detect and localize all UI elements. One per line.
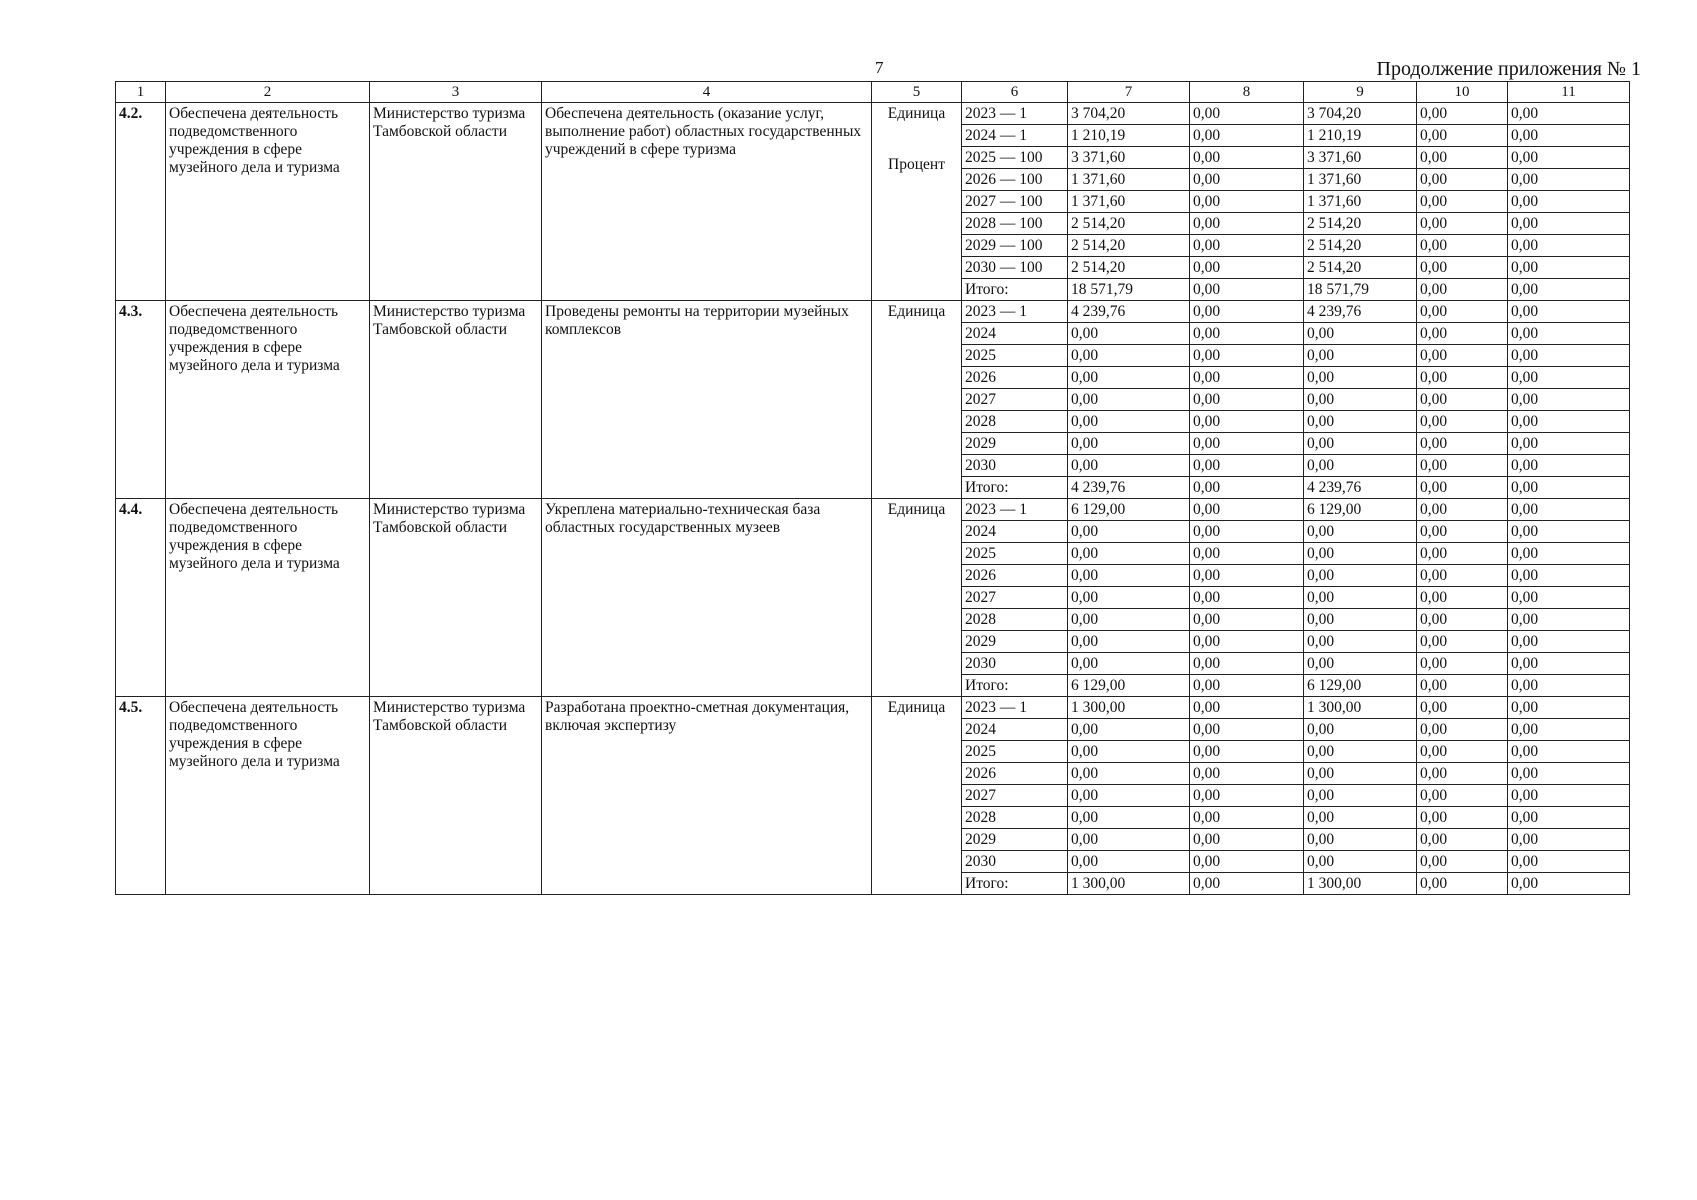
page-number: 7 [875, 58, 884, 77]
amount-cell: 0,00 [1508, 697, 1630, 719]
amount-cell: 6 129,00 [1068, 499, 1190, 521]
amount-cell: 0,00 [1417, 785, 1508, 807]
appendix-continuation-note: Продолжение приложения № 1 [1376, 58, 1641, 80]
amount-cell: 4 239,76 [1304, 301, 1417, 323]
amount-cell: 4 239,76 [1304, 477, 1417, 499]
year-target-cell: 2024 [962, 719, 1068, 741]
responsible-ministry: Министерство туризма Тамбовской области [370, 499, 542, 697]
unit-of-measure [872, 301, 962, 499]
year-target-cell: 2029 [962, 631, 1068, 653]
amount-cell: 1 300,00 [1068, 873, 1190, 895]
amount-cell: 0,00 [1304, 631, 1417, 653]
amount-cell: 0,00 [1508, 829, 1630, 851]
responsible-ministry: Министерство туризма Тамбовской области [370, 103, 542, 301]
column-header-1: 1 [116, 82, 166, 103]
amount-cell: 0,00 [1190, 807, 1304, 829]
amount-cell: 0,00 [1417, 719, 1508, 741]
amount-cell: 0,00 [1417, 741, 1508, 763]
unit-of-measure [872, 697, 962, 895]
amount-cell: 1 371,60 [1304, 191, 1417, 213]
amount-cell: 1 300,00 [1068, 697, 1190, 719]
year-target-cell: 2026 [962, 565, 1068, 587]
year-target-cell: 2025 [962, 543, 1068, 565]
year-target-cell: 2028 [962, 807, 1068, 829]
year-target-cell: 2030 [962, 455, 1068, 477]
amount-cell: 0,00 [1190, 411, 1304, 433]
year-target-cell: 2027 [962, 587, 1068, 609]
amount-cell: 1 371,60 [1304, 169, 1417, 191]
amount-cell: 0,00 [1417, 389, 1508, 411]
amount-cell: 0,00 [1508, 279, 1630, 301]
year-target-cell: 2029 [962, 433, 1068, 455]
amount-cell: 0,00 [1190, 785, 1304, 807]
amount-cell: 0,00 [1190, 653, 1304, 675]
amount-cell: 0,00 [1304, 323, 1417, 345]
year-target-cell: 2026 [962, 763, 1068, 785]
amount-cell: 0,00 [1304, 653, 1417, 675]
table-row [116, 103, 1630, 125]
year-target-cell: 2027 — 100 [962, 191, 1068, 213]
amount-cell: 0,00 [1304, 741, 1417, 763]
amount-cell: 0,00 [1068, 653, 1190, 675]
amount-cell: 0,00 [1068, 455, 1190, 477]
year-target-cell: 2029 [962, 829, 1068, 851]
amount-cell: 0,00 [1417, 543, 1508, 565]
table-header [116, 82, 1630, 103]
amount-cell: 0,00 [1417, 345, 1508, 367]
amount-cell: 6 129,00 [1304, 675, 1417, 697]
unit-label: Единица [887, 105, 946, 122]
expected-result: Обеспечена деятельность (оказание услуг, выполнение работ) областных государственных учреждений в сфере туризма [542, 103, 872, 301]
amount-cell: 0,00 [1508, 257, 1630, 279]
amount-cell: 0,00 [1508, 543, 1630, 565]
amount-cell: 0,00 [1417, 851, 1508, 873]
amount-cell: 0,00 [1417, 631, 1508, 653]
year-target-cell: 2028 [962, 609, 1068, 631]
unit-label: Процент [888, 156, 945, 173]
amount-cell: 0,00 [1190, 345, 1304, 367]
amount-cell: 0,00 [1417, 191, 1508, 213]
amount-cell: 0,00 [1417, 323, 1508, 345]
amount-cell: 0,00 [1068, 609, 1190, 631]
column-header-11: 11 [1508, 82, 1630, 103]
amount-cell: 0,00 [1508, 103, 1630, 125]
amount-cell: 0,00 [1508, 235, 1630, 257]
amount-cell: 0,00 [1508, 719, 1630, 741]
amount-cell: 0,00 [1190, 851, 1304, 873]
amount-cell: 0,00 [1190, 763, 1304, 785]
amount-cell: 0,00 [1068, 631, 1190, 653]
amount-cell: 0,00 [1417, 873, 1508, 895]
amount-cell: 0,00 [1304, 851, 1417, 873]
amount-cell: 0,00 [1304, 763, 1417, 785]
amount-cell: 0,00 [1304, 565, 1417, 587]
year-target-cell: 2023 — 1 [962, 103, 1068, 125]
amount-cell: 0,00 [1190, 499, 1304, 521]
amount-cell: 0,00 [1508, 741, 1630, 763]
amount-cell: 0,00 [1068, 521, 1190, 543]
year-target-cell: 2028 [962, 411, 1068, 433]
amount-cell: 2 514,20 [1304, 235, 1417, 257]
responsible-ministry: Министерство туризма Тамбовской области [370, 301, 542, 499]
amount-cell: 0,00 [1508, 609, 1630, 631]
amount-cell: 6 129,00 [1068, 675, 1190, 697]
column-header-8: 8 [1190, 82, 1304, 103]
table-row [116, 499, 1630, 521]
amount-cell: 0,00 [1304, 367, 1417, 389]
amount-cell: 0,00 [1508, 851, 1630, 873]
amount-cell: 0,00 [1417, 301, 1508, 323]
amount-cell: 0,00 [1190, 609, 1304, 631]
amount-cell: 0,00 [1508, 345, 1630, 367]
amount-cell: 0,00 [1068, 763, 1190, 785]
column-header-3: 3 [370, 82, 542, 103]
year-target-cell: Итого: [962, 675, 1068, 697]
amount-cell: 0,00 [1417, 807, 1508, 829]
amount-cell: 0,00 [1508, 587, 1630, 609]
amount-cell: 3 704,20 [1068, 103, 1190, 125]
amount-cell: 0,00 [1508, 455, 1630, 477]
amount-cell: 0,00 [1508, 147, 1630, 169]
amount-cell: 0,00 [1068, 411, 1190, 433]
amount-cell: 0,00 [1417, 279, 1508, 301]
amount-cell: 0,00 [1068, 323, 1190, 345]
amount-cell: 0,00 [1508, 191, 1630, 213]
amount-cell: 0,00 [1417, 829, 1508, 851]
amount-cell: 0,00 [1304, 587, 1417, 609]
amount-cell: 0,00 [1190, 279, 1304, 301]
year-target-cell: 2025 [962, 345, 1068, 367]
amount-cell: 0,00 [1068, 367, 1190, 389]
amount-cell: 0,00 [1068, 345, 1190, 367]
amount-cell: 0,00 [1190, 103, 1304, 125]
year-target-cell: 2030 — 100 [962, 257, 1068, 279]
amount-cell: 0,00 [1417, 411, 1508, 433]
year-target-cell: 2027 [962, 389, 1068, 411]
amount-cell: 18 571,79 [1068, 279, 1190, 301]
column-header-5: 5 [872, 82, 962, 103]
amount-cell: 0,00 [1190, 543, 1304, 565]
amount-cell: 0,00 [1417, 257, 1508, 279]
amount-cell: 0,00 [1068, 807, 1190, 829]
year-target-cell: Итого: [962, 477, 1068, 499]
expected-result: Проведены ремонты на территории музейных комплексов [542, 301, 872, 499]
unit-label: Единица [887, 699, 946, 716]
amount-cell: 0,00 [1190, 719, 1304, 741]
column-header-9: 9 [1304, 82, 1417, 103]
column-header-4: 4 [542, 82, 872, 103]
activity-description: Обеспечена деятельность подведомственного учреждения в сфере музейного дела и туризма [166, 499, 370, 697]
amount-cell: 3 371,60 [1068, 147, 1190, 169]
amount-cell: 0,00 [1190, 191, 1304, 213]
amount-cell: 0,00 [1417, 103, 1508, 125]
amount-cell: 0,00 [1304, 433, 1417, 455]
column-numbers-row [116, 82, 1630, 103]
amount-cell: 6 129,00 [1304, 499, 1417, 521]
year-target-cell: Итого: [962, 279, 1068, 301]
amount-cell: 0,00 [1417, 147, 1508, 169]
amount-cell: 4 239,76 [1068, 301, 1190, 323]
amount-cell: 0,00 [1190, 587, 1304, 609]
amount-cell: 1 300,00 [1304, 697, 1417, 719]
year-target-cell: 2023 — 1 [962, 301, 1068, 323]
year-target-cell: 2028 — 100 [962, 213, 1068, 235]
year-target-cell: 2024 [962, 323, 1068, 345]
unit-of-measure [872, 499, 962, 697]
amount-cell: 0,00 [1417, 367, 1508, 389]
year-target-cell: 2026 — 100 [962, 169, 1068, 191]
year-target-cell: 2024 [962, 521, 1068, 543]
amount-cell: 0,00 [1068, 433, 1190, 455]
activity-description: Обеспечена деятельность подведомственного учреждения в сфере музейного дела и туризма [166, 103, 370, 301]
amount-cell: 0,00 [1417, 675, 1508, 697]
amount-cell: 0,00 [1304, 807, 1417, 829]
amount-cell: 0,00 [1508, 433, 1630, 455]
year-target-cell: 2025 — 100 [962, 147, 1068, 169]
amount-cell: 0,00 [1190, 697, 1304, 719]
amount-cell: 0,00 [1068, 851, 1190, 873]
amount-cell: 0,00 [1068, 741, 1190, 763]
unit-label: Единица [887, 303, 946, 320]
amount-cell: 0,00 [1304, 719, 1417, 741]
amount-cell: 0,00 [1190, 213, 1304, 235]
amount-cell: 0,00 [1304, 829, 1417, 851]
amount-cell: 0,00 [1417, 609, 1508, 631]
amount-cell: 0,00 [1190, 301, 1304, 323]
amount-cell: 0,00 [1068, 829, 1190, 851]
amount-cell: 0,00 [1417, 565, 1508, 587]
amount-cell: 0,00 [1508, 169, 1630, 191]
amount-cell: 0,00 [1068, 543, 1190, 565]
amount-cell: 0,00 [1508, 213, 1630, 235]
amount-cell: 18 571,79 [1304, 279, 1417, 301]
amount-cell: 0,00 [1190, 565, 1304, 587]
amount-cell: 2 514,20 [1068, 213, 1190, 235]
item-number: 4.4. [116, 499, 166, 697]
year-target-cell: 2029 — 100 [962, 235, 1068, 257]
year-target-cell: 2030 [962, 851, 1068, 873]
column-header-6: 6 [962, 82, 1068, 103]
amount-cell: 0,00 [1190, 521, 1304, 543]
amount-cell: 3 704,20 [1304, 103, 1417, 125]
year-target-cell: 2027 [962, 785, 1068, 807]
amount-cell: 0,00 [1417, 477, 1508, 499]
amount-cell: 0,00 [1508, 873, 1630, 895]
activity-description: Обеспечена деятельность подведомственного учреждения в сфере музейного дела и туризма [166, 301, 370, 499]
amount-cell: 0,00 [1190, 675, 1304, 697]
amount-cell: 0,00 [1304, 411, 1417, 433]
amount-cell: 1 210,19 [1068, 125, 1190, 147]
expected-result: Разработана проектно-сметная документация, включая экспертизу [542, 697, 872, 895]
amount-cell: 0,00 [1190, 455, 1304, 477]
year-target-cell: 2025 [962, 741, 1068, 763]
amount-cell: 0,00 [1508, 477, 1630, 499]
column-header-7: 7 [1068, 82, 1190, 103]
column-header-2: 2 [166, 82, 370, 103]
year-target-cell: 2023 — 1 [962, 499, 1068, 521]
amount-cell: 0,00 [1190, 257, 1304, 279]
amount-cell: 2 514,20 [1304, 213, 1417, 235]
unit-label: Единица [887, 501, 946, 518]
amount-cell: 0,00 [1190, 433, 1304, 455]
appendix-table [115, 81, 1630, 895]
amount-cell: 0,00 [1508, 125, 1630, 147]
amount-cell: 0,00 [1190, 367, 1304, 389]
column-header-10: 10 [1417, 82, 1508, 103]
amount-cell: 0,00 [1417, 521, 1508, 543]
amount-cell: 0,00 [1417, 169, 1508, 191]
amount-cell: 0,00 [1417, 653, 1508, 675]
amount-cell: 0,00 [1304, 455, 1417, 477]
item-number: 4.2. [116, 103, 166, 301]
amount-cell: 0,00 [1417, 125, 1508, 147]
amount-cell: 0,00 [1508, 653, 1630, 675]
amount-cell: 0,00 [1508, 763, 1630, 785]
expected-result: Укреплена материально-техническая база областных государственных музеев [542, 499, 872, 697]
amount-cell: 0,00 [1304, 521, 1417, 543]
amount-cell: 0,00 [1190, 147, 1304, 169]
amount-cell: 4 239,76 [1068, 477, 1190, 499]
amount-cell: 0,00 [1508, 389, 1630, 411]
amount-cell: 0,00 [1190, 125, 1304, 147]
amount-cell: 2 514,20 [1068, 257, 1190, 279]
amount-cell: 0,00 [1190, 829, 1304, 851]
amount-cell: 0,00 [1508, 301, 1630, 323]
year-target-cell: 2024 — 1 [962, 125, 1068, 147]
amount-cell: 0,00 [1508, 565, 1630, 587]
amount-cell: 0,00 [1417, 763, 1508, 785]
unit-of-measure [872, 103, 962, 301]
amount-cell: 2 514,20 [1304, 257, 1417, 279]
amount-cell: 0,00 [1190, 631, 1304, 653]
amount-cell: 0,00 [1068, 785, 1190, 807]
amount-cell: 0,00 [1304, 609, 1417, 631]
amount-cell: 0,00 [1508, 631, 1630, 653]
amount-cell: 1 371,60 [1068, 191, 1190, 213]
item-number: 4.3. [116, 301, 166, 499]
amount-cell: 0,00 [1508, 367, 1630, 389]
amount-cell: 0,00 [1417, 499, 1508, 521]
amount-cell: 0,00 [1304, 785, 1417, 807]
activity-description: Обеспечена деятельность подведомственного учреждения в сфере музейного дела и туризма [166, 697, 370, 895]
amount-cell: 0,00 [1068, 389, 1190, 411]
amount-cell: 0,00 [1068, 719, 1190, 741]
amount-cell: 0,00 [1417, 455, 1508, 477]
amount-cell: 0,00 [1417, 235, 1508, 257]
amount-cell: 0,00 [1190, 477, 1304, 499]
amount-cell: 0,00 [1508, 675, 1630, 697]
amount-cell: 0,00 [1304, 345, 1417, 367]
table-row [116, 697, 1630, 719]
amount-cell: 2 514,20 [1068, 235, 1190, 257]
amount-cell: 0,00 [1304, 543, 1417, 565]
amount-cell: 0,00 [1417, 587, 1508, 609]
amount-cell: 0,00 [1190, 235, 1304, 257]
amount-cell: 3 371,60 [1304, 147, 1417, 169]
amount-cell: 0,00 [1068, 565, 1190, 587]
amount-cell: 1 210,19 [1304, 125, 1417, 147]
amount-cell: 0,00 [1190, 389, 1304, 411]
year-target-cell: 2030 [962, 653, 1068, 675]
amount-cell: 1 300,00 [1304, 873, 1417, 895]
amount-cell: 0,00 [1417, 433, 1508, 455]
amount-cell: 0,00 [1190, 323, 1304, 345]
amount-cell: 0,00 [1508, 411, 1630, 433]
amount-cell: 0,00 [1508, 521, 1630, 543]
amount-cell: 0,00 [1190, 873, 1304, 895]
amount-cell: 1 371,60 [1068, 169, 1190, 191]
amount-cell: 0,00 [1190, 741, 1304, 763]
table-row [116, 301, 1630, 323]
year-target-cell: 2026 [962, 367, 1068, 389]
amount-cell: 0,00 [1068, 587, 1190, 609]
item-number: 4.5. [116, 697, 166, 895]
amount-cell: 0,00 [1508, 785, 1630, 807]
amount-cell: 0,00 [1417, 697, 1508, 719]
amount-cell: 0,00 [1304, 389, 1417, 411]
responsible-ministry: Министерство туризма Тамбовской области [370, 697, 542, 895]
amount-cell: 0,00 [1508, 807, 1630, 829]
table-body [116, 103, 1630, 895]
amount-cell: 0,00 [1190, 169, 1304, 191]
amount-cell: 0,00 [1508, 323, 1630, 345]
amount-cell: 0,00 [1508, 499, 1630, 521]
year-target-cell: Итого: [962, 873, 1068, 895]
year-target-cell: 2023 — 1 [962, 697, 1068, 719]
amount-cell: 0,00 [1417, 213, 1508, 235]
